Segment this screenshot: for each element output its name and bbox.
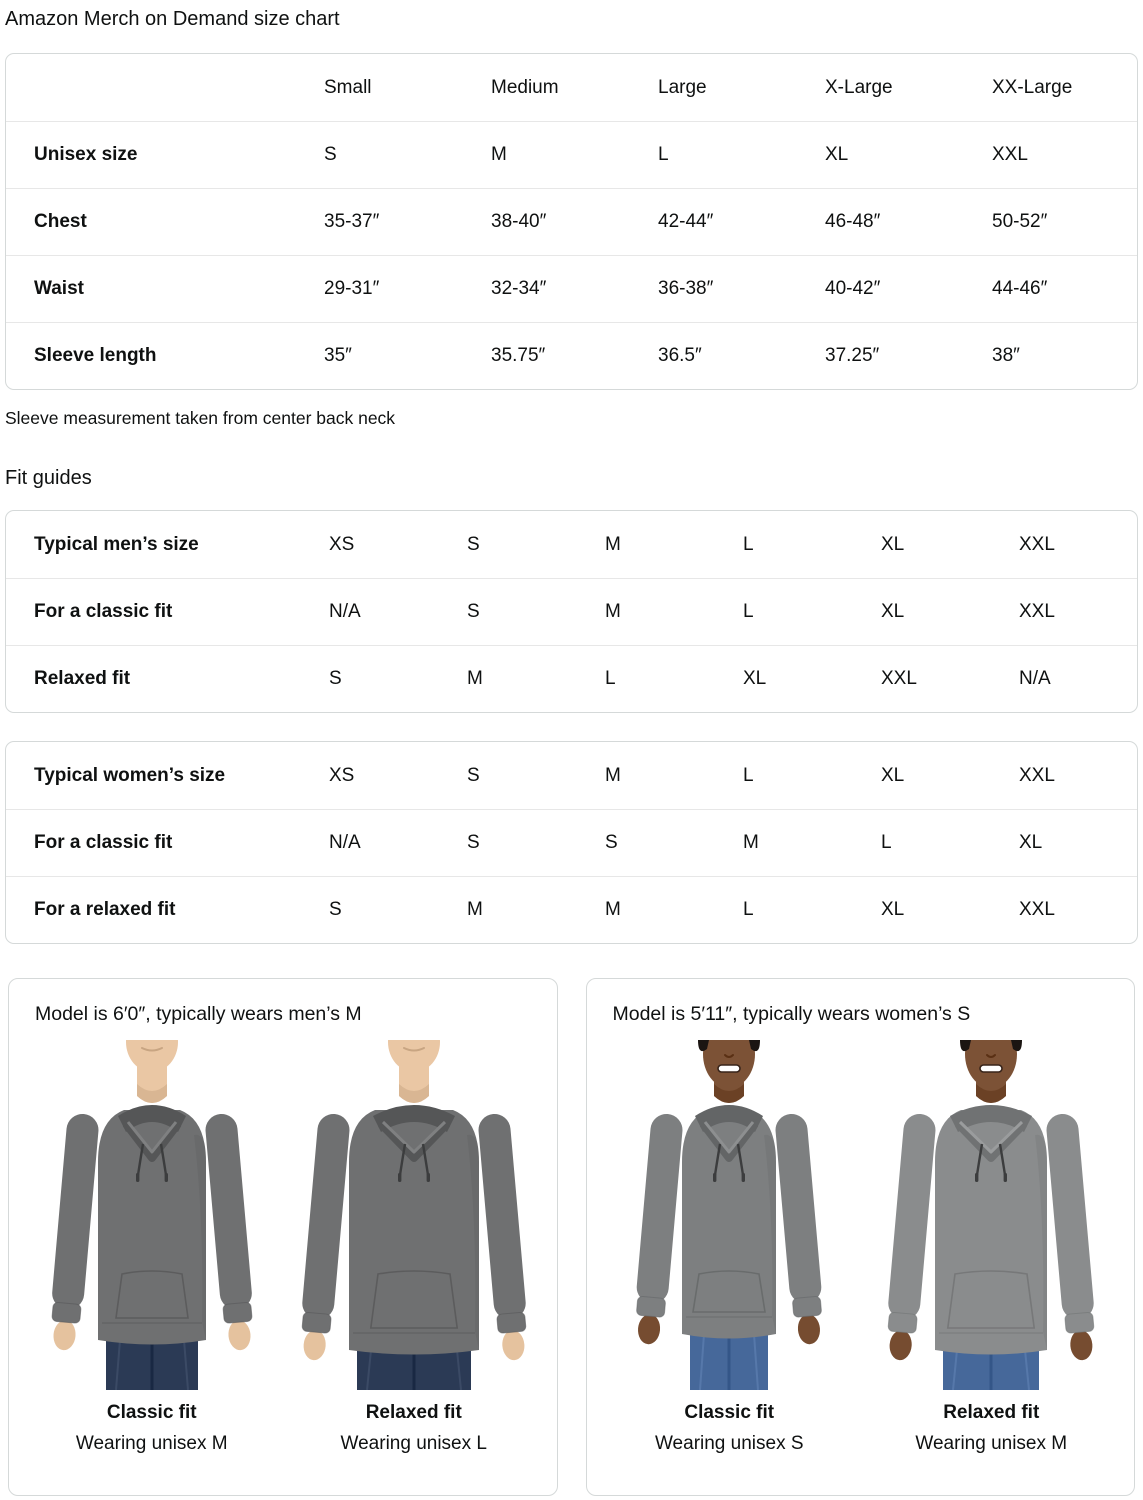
cell: 42-44″ (658, 211, 714, 232)
cell: XL (825, 144, 849, 165)
model-figure (865, 1040, 1117, 1455)
fit-label: Relaxed fit (365, 1402, 462, 1423)
cell: XXL (1019, 899, 1055, 920)
cell: 35″ (324, 345, 352, 366)
cell: M (605, 764, 621, 786)
cell: XL (881, 533, 905, 555)
cell: N/A (329, 601, 361, 622)
cell: L (658, 144, 669, 165)
row-label: Sleeve length (34, 345, 157, 366)
cell: M (467, 899, 483, 920)
cell: 44-46″ (992, 278, 1048, 299)
cell: XXL (881, 668, 917, 689)
womens-model-card (586, 978, 1136, 1496)
model-figure (288, 1040, 540, 1455)
cell: 46-48″ (825, 211, 881, 232)
model-photos (587, 1040, 1135, 1455)
cell: 35-37″ (324, 211, 380, 232)
cell: M (491, 144, 507, 165)
cell: L (605, 668, 616, 689)
row-label: Relaxed fit (34, 668, 131, 689)
table-row (6, 188, 1137, 255)
cell: M (605, 601, 621, 622)
model-photo (26, 1040, 278, 1390)
row-label: Waist (34, 278, 84, 299)
page-title: Amazon Merch on Demand size chart (5, 8, 340, 30)
cell: XL (881, 601, 905, 622)
cell: XXL (1019, 533, 1055, 555)
cell: S (467, 832, 480, 853)
model-description: Model is 5′11″, typically wears women’s S (612, 1003, 971, 1025)
cell: 38″ (992, 345, 1020, 366)
model-photo (288, 1040, 540, 1390)
wearing-label: Wearing unisex S (654, 1433, 804, 1454)
cell: 38-40″ (491, 211, 547, 232)
cell: 50-52″ (992, 211, 1048, 232)
table-row (6, 645, 1137, 712)
table-row (6, 255, 1137, 322)
column-header: XX-Large (992, 76, 1073, 98)
cell: XXL (992, 144, 1028, 165)
row-label: Typical women’s size (34, 764, 226, 786)
cell: XS (329, 533, 355, 555)
cell: N/A (1019, 668, 1051, 689)
table-row (6, 121, 1137, 188)
size-measurement-table (5, 53, 1138, 390)
cell: M (605, 899, 621, 920)
table-row (6, 322, 1137, 389)
cell: 37.25″ (825, 345, 880, 366)
womens-fit-table (5, 741, 1138, 944)
cell: M (743, 832, 759, 853)
row-label: Chest (34, 211, 87, 232)
row-label: Typical men’s size (34, 533, 199, 555)
cell: XL (1019, 832, 1043, 853)
cell: S (329, 899, 342, 920)
row-label: For a classic fit (34, 601, 173, 622)
column-header: Medium (491, 76, 559, 98)
cell: N/A (329, 832, 361, 853)
model-cards (5, 978, 1138, 1496)
table-row (6, 742, 1137, 809)
cell: L (743, 764, 754, 786)
model-figure (603, 1040, 855, 1455)
cell: XL (881, 899, 905, 920)
model-photo (603, 1040, 855, 1390)
table-row (6, 511, 1137, 578)
row-label: Unisex size (34, 144, 138, 165)
model-photos (9, 1040, 557, 1455)
row-label: For a classic fit (34, 832, 173, 853)
cell: S (467, 533, 480, 555)
fit-label: Relaxed fit (943, 1402, 1040, 1423)
row-label: For a relaxed fit (34, 899, 176, 920)
cell: XL (743, 668, 767, 689)
cell: 32-34″ (491, 278, 547, 299)
table-row (6, 876, 1137, 943)
model-figure (26, 1040, 278, 1455)
cell: 36.5″ (658, 345, 702, 366)
model-photo (865, 1040, 1117, 1390)
mens-model-card (8, 978, 558, 1496)
table-header-row (6, 54, 1137, 121)
fit-label: Classic fit (106, 1402, 197, 1423)
wearing-label: Wearing unisex M (915, 1433, 1068, 1454)
cell: S (324, 144, 337, 165)
wearing-label: Wearing unisex L (340, 1433, 487, 1454)
cell: XXL (1019, 764, 1055, 786)
cell: 40-42″ (825, 278, 881, 299)
cell: M (605, 533, 621, 555)
table-row (6, 578, 1137, 645)
cell: M (467, 668, 483, 689)
sleeve-note: Sleeve measurement taken from center back neck (5, 408, 396, 428)
size-chart-page (5, 6, 1138, 1496)
fit-guides-heading: Fit guides (5, 467, 92, 489)
cell: L (743, 899, 754, 920)
cell: L (743, 601, 754, 622)
cell: 29-31″ (324, 278, 380, 299)
cell: 35.75″ (491, 345, 546, 366)
model-description: Model is 6′0″, typically wears men’s M (35, 1003, 362, 1025)
column-header: Large (658, 76, 707, 98)
cell: XS (329, 764, 355, 786)
cell: L (881, 832, 892, 853)
cell: S (605, 832, 618, 853)
cell: XL (881, 764, 905, 786)
cell: S (467, 601, 480, 622)
cell: S (329, 668, 342, 689)
mens-fit-table (5, 510, 1138, 713)
column-header: X-Large (825, 76, 893, 98)
column-header: Small (324, 76, 372, 98)
cell: S (467, 764, 480, 786)
wearing-label: Wearing unisex M (75, 1433, 228, 1454)
cell: 36-38″ (658, 278, 714, 299)
table-row (6, 809, 1137, 876)
cell: XXL (1019, 601, 1055, 622)
cell: L (743, 533, 754, 555)
fit-label: Classic fit (684, 1402, 775, 1423)
